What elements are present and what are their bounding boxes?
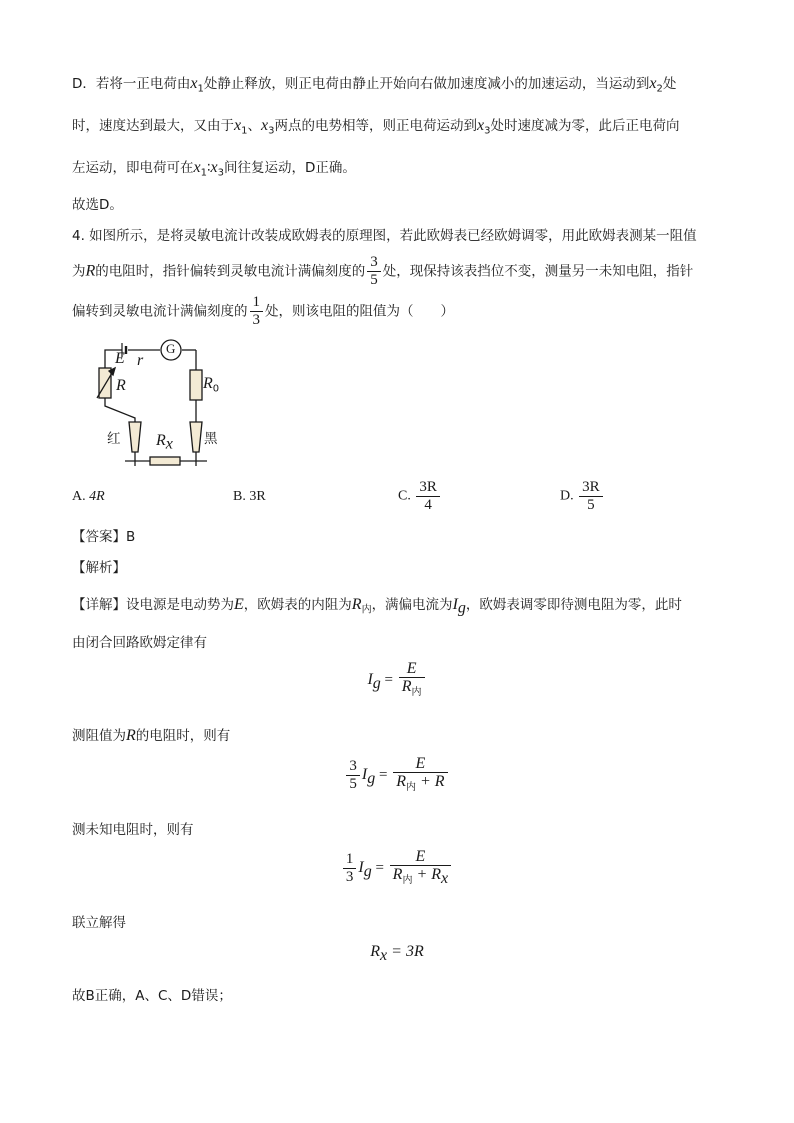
detail-line-5: 联立解得 [72, 915, 126, 931]
galvanometer-label: G [166, 341, 176, 356]
choice-c: C. $\frac{3R}{4}$ [398, 479, 442, 514]
rx-label: $R_x$ [156, 432, 173, 453]
choice-b: B. 3R [233, 489, 266, 504]
battery-emf-label: E [115, 350, 125, 367]
internal-resistance-label: r [137, 352, 144, 369]
equation-4: $R_x = 3R$ [370, 943, 424, 964]
conclusion-3: 故选D。 [72, 197, 123, 213]
option-d-line-1: D．若将一正电荷由$x_1$处静止释放，则正电荷由静止开始向右做加速度减小的加速运动，当运动到$x_2$处 [72, 75, 677, 95]
equation-1: $I_g$ = $\frac{E}{R_内}$ [0, 660, 794, 701]
question-4-line-3: 偏转到灵敏电流计满偏刻度的 $\frac{1}{3}$ 处，则该电阻的阻值为（ ） [72, 294, 454, 328]
red-probe-label: 红 [107, 431, 121, 447]
question-4-line-1: 4. 如图所示，是将灵敏电流计改装成欧姆表的原理图，若此欧姆表已经欧姆调零，用此欧姆表测某一阻值 [72, 228, 697, 244]
answer-label: 【答案】B [72, 529, 136, 545]
option-d-line-2: 时，速度达到最大，又由于$x_1$、$x_3$两点的电势相等，则正电荷运动到$x_3$处时速度减为零，此后正电荷向 [72, 117, 680, 137]
detail-line-6: 故B正确，A、C、D错误； [72, 988, 232, 1004]
detail-line-2: 由闭合回路欧姆定律有 [72, 635, 207, 651]
r0-label: $R_0$ [203, 375, 220, 395]
black-probe-label: 黑 [204, 431, 218, 447]
option-d-line-3: 左运动，即电荷可在$x_1∶x_3$间往复运动，D正确。 [72, 159, 356, 179]
choice-a: A. 4R [72, 489, 105, 504]
equation-3: $\frac{1}{3}$ $I_g$ = $\frac{E}{R_内 + R_x}$ [0, 848, 794, 889]
question-4-line-2: 为R的电阻时，指针偏转到灵敏电流计满偏刻度的 $\frac{3}{5}$ 处，现保持该表挡位不变，测量另一未知电阻，指针 [72, 254, 694, 288]
detail-line-1: 【详解】设电源是电动势为E，欧姆表的内阻为$R_内$，满偏电流为$I_g$，欧姆表调零即待测电阻为零，此时 [72, 596, 682, 617]
choice-d: D. $\frac{3R}{5}$ [560, 479, 605, 514]
detail-line-4: 测未知电阻时，则有 [72, 822, 194, 838]
detail-line-3: 测阻值为R的电阻时，则有 [72, 727, 231, 744]
analysis-label: 【解析】 [72, 560, 126, 576]
variable-resistor-label: R [116, 377, 126, 394]
equation-2: $\frac{3}{5}$ $I_g$ = $\frac{E}{R_内 + R}$ [0, 755, 794, 796]
